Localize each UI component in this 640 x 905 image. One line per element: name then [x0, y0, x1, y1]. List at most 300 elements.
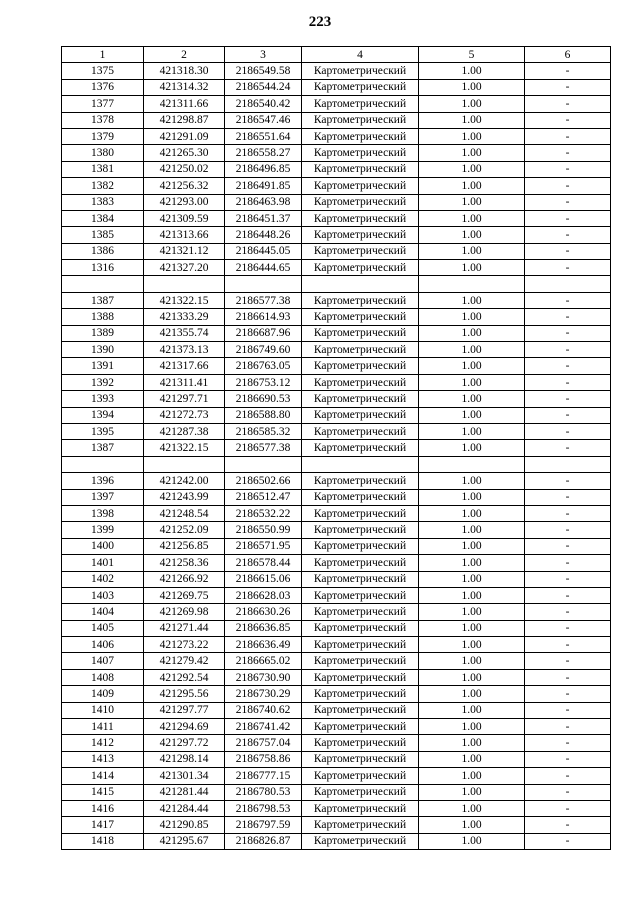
note-cell: -	[525, 342, 611, 358]
note-cell: -	[525, 358, 611, 374]
point-number-cell: 1387	[62, 292, 144, 308]
table-row	[62, 325, 611, 341]
x-coordinate-cell: 421284.44	[144, 800, 225, 816]
y-coordinate-cell: 2186532.22	[225, 505, 302, 521]
accuracy-cell: 1.00	[419, 260, 525, 276]
table-row	[62, 587, 611, 603]
method-cell: Картометрический	[302, 817, 419, 833]
accuracy-cell: 1.00	[419, 63, 525, 79]
point-number-cell: 1375	[62, 63, 144, 79]
note-cell: -	[525, 161, 611, 177]
accuracy-cell: 1.00	[419, 800, 525, 816]
method-cell: Картометрический	[302, 440, 419, 456]
table-row	[62, 63, 611, 79]
x-coordinate-cell: 421273.22	[144, 637, 225, 653]
x-coordinate-cell	[144, 276, 225, 292]
accuracy-cell: 1.00	[419, 325, 525, 341]
x-coordinate-cell: 421287.38	[144, 423, 225, 439]
point-number-cell: 1380	[62, 145, 144, 161]
accuracy-cell: 1.00	[419, 522, 525, 538]
method-cell: Картометрический	[302, 178, 419, 194]
y-coordinate-cell: 2186444.65	[225, 260, 302, 276]
x-coordinate-cell: 421279.42	[144, 653, 225, 669]
note-cell: -	[525, 751, 611, 767]
method-cell: Картометрический	[302, 555, 419, 571]
note-cell: -	[525, 325, 611, 341]
table-row	[62, 522, 611, 538]
x-coordinate-cell: 421311.66	[144, 96, 225, 112]
accuracy-cell: 1.00	[419, 374, 525, 390]
method-cell: Картометрический	[302, 702, 419, 718]
point-number-cell: 1385	[62, 227, 144, 243]
y-coordinate-cell: 2186445.05	[225, 243, 302, 259]
y-coordinate-cell: 2186588.80	[225, 407, 302, 423]
note-cell	[525, 456, 611, 472]
y-coordinate-cell: 2186544.24	[225, 79, 302, 95]
table-row	[62, 538, 611, 554]
y-coordinate-cell: 2186749.60	[225, 342, 302, 358]
point-number-cell: 1415	[62, 784, 144, 800]
x-coordinate-cell: 421318.30	[144, 63, 225, 79]
point-number-cell: 1384	[62, 210, 144, 226]
table-separator-row	[62, 276, 611, 292]
accuracy-cell: 1.00	[419, 391, 525, 407]
x-coordinate-cell: 421290.85	[144, 817, 225, 833]
point-number-cell: 1418	[62, 833, 144, 849]
y-coordinate-cell: 2186571.95	[225, 538, 302, 554]
method-cell: Картометрический	[302, 833, 419, 849]
method-cell: Картометрический	[302, 751, 419, 767]
accuracy-cell: 1.00	[419, 243, 525, 259]
note-cell: -	[525, 669, 611, 685]
accuracy-cell: 1.00	[419, 768, 525, 784]
note-cell	[525, 276, 611, 292]
table-row	[62, 194, 611, 210]
point-number-cell: 1414	[62, 768, 144, 784]
point-number-cell: 1416	[62, 800, 144, 816]
y-coordinate-cell: 2186463.98	[225, 194, 302, 210]
point-number-cell	[62, 276, 144, 292]
point-number-cell: 1398	[62, 505, 144, 521]
note-cell: -	[525, 571, 611, 587]
accuracy-cell: 1.00	[419, 833, 525, 849]
point-number-cell	[62, 456, 144, 472]
note-cell: -	[525, 637, 611, 653]
note-cell: -	[525, 604, 611, 620]
table-row	[62, 784, 611, 800]
method-cell: Картометрический	[302, 63, 419, 79]
page-number: 223	[308, 14, 332, 30]
x-coordinate-cell: 421272.73	[144, 407, 225, 423]
y-coordinate-cell: 2186740.62	[225, 702, 302, 718]
accuracy-cell	[419, 276, 525, 292]
x-coordinate-cell: 421266.92	[144, 571, 225, 587]
x-coordinate-cell: 421250.02	[144, 161, 225, 177]
method-cell	[302, 456, 419, 472]
x-coordinate-cell: 421295.67	[144, 833, 225, 849]
column-header: 6	[525, 47, 611, 63]
y-coordinate-cell: 2186615.06	[225, 571, 302, 587]
table-row	[62, 342, 611, 358]
accuracy-cell: 1.00	[419, 817, 525, 833]
point-number-cell: 1404	[62, 604, 144, 620]
note-cell: -	[525, 194, 611, 210]
table-row	[62, 800, 611, 816]
note-cell: -	[525, 735, 611, 751]
point-number-cell: 1400	[62, 538, 144, 554]
table-row	[62, 292, 611, 308]
table-row	[62, 374, 611, 390]
accuracy-cell: 1.00	[419, 571, 525, 587]
accuracy-cell: 1.00	[419, 784, 525, 800]
accuracy-cell: 1.00	[419, 440, 525, 456]
table-row	[62, 145, 611, 161]
x-coordinate-cell: 421301.34	[144, 768, 225, 784]
method-cell: Картометрический	[302, 505, 419, 521]
note-cell: -	[525, 587, 611, 603]
x-coordinate-cell: 421298.14	[144, 751, 225, 767]
note-cell: -	[525, 653, 611, 669]
column-header: 2	[144, 47, 225, 63]
note-cell: -	[525, 227, 611, 243]
table-row	[62, 620, 611, 636]
method-cell: Картометрический	[302, 260, 419, 276]
point-number-cell: 1379	[62, 128, 144, 144]
x-coordinate-cell: 421321.12	[144, 243, 225, 259]
y-coordinate-cell: 2186757.04	[225, 735, 302, 751]
method-cell: Картометрический	[302, 604, 419, 620]
table-row	[62, 128, 611, 144]
y-coordinate-cell: 2186558.27	[225, 145, 302, 161]
x-coordinate-cell: 421269.75	[144, 587, 225, 603]
y-coordinate-cell: 2186628.03	[225, 587, 302, 603]
method-cell: Картометрический	[302, 637, 419, 653]
method-cell: Картометрический	[302, 686, 419, 702]
y-coordinate-cell: 2186780.53	[225, 784, 302, 800]
x-coordinate-cell: 421295.56	[144, 686, 225, 702]
point-number-cell: 1388	[62, 309, 144, 325]
x-coordinate-cell: 421355.74	[144, 325, 225, 341]
table-row	[62, 358, 611, 374]
method-cell: Картометрический	[302, 489, 419, 505]
x-coordinate-cell: 421248.54	[144, 505, 225, 521]
point-number-cell: 1387	[62, 440, 144, 456]
y-coordinate-cell: 2186665.02	[225, 653, 302, 669]
x-coordinate-cell: 421265.30	[144, 145, 225, 161]
table-row	[62, 227, 611, 243]
accuracy-cell: 1.00	[419, 194, 525, 210]
method-cell: Картометрический	[302, 194, 419, 210]
note-cell: -	[525, 800, 611, 816]
accuracy-cell: 1.00	[419, 79, 525, 95]
table-row	[62, 161, 611, 177]
x-coordinate-cell: 421311.41	[144, 374, 225, 390]
y-coordinate-cell: 2186636.49	[225, 637, 302, 653]
point-number-cell: 1408	[62, 669, 144, 685]
point-number-cell: 1394	[62, 407, 144, 423]
x-coordinate-cell: 421256.85	[144, 538, 225, 554]
table-body	[62, 47, 611, 850]
method-cell	[302, 276, 419, 292]
y-coordinate-cell: 2186798.53	[225, 800, 302, 816]
y-coordinate-cell: 2186687.96	[225, 325, 302, 341]
method-cell: Картометрический	[302, 571, 419, 587]
y-coordinate-cell: 2186797.59	[225, 817, 302, 833]
accuracy-cell: 1.00	[419, 309, 525, 325]
point-number-cell: 1376	[62, 79, 144, 95]
point-number-cell: 1382	[62, 178, 144, 194]
x-coordinate-cell: 421243.99	[144, 489, 225, 505]
y-coordinate-cell: 2186491.85	[225, 178, 302, 194]
x-coordinate-cell: 421252.09	[144, 522, 225, 538]
note-cell: -	[525, 112, 611, 128]
method-cell: Картометрический	[302, 784, 419, 800]
x-coordinate-cell: 421294.69	[144, 719, 225, 735]
method-cell: Картометрический	[302, 587, 419, 603]
point-number-cell: 1399	[62, 522, 144, 538]
table-row	[62, 604, 611, 620]
table-row	[62, 112, 611, 128]
y-coordinate-cell: 2186758.86	[225, 751, 302, 767]
x-coordinate-cell: 421297.77	[144, 702, 225, 718]
method-cell: Картометрический	[302, 800, 419, 816]
point-number-cell: 1403	[62, 587, 144, 603]
y-coordinate-cell: 2186577.38	[225, 440, 302, 456]
method-cell: Картометрический	[302, 309, 419, 325]
y-coordinate-cell: 2186636.85	[225, 620, 302, 636]
y-coordinate-cell	[225, 456, 302, 472]
x-coordinate-cell	[144, 456, 225, 472]
note-cell: -	[525, 374, 611, 390]
x-coordinate-cell: 421327.20	[144, 260, 225, 276]
coordinates-table	[61, 46, 611, 850]
method-cell: Картометрический	[302, 473, 419, 489]
method-cell: Картометрический	[302, 342, 419, 358]
method-cell: Картометрический	[302, 210, 419, 226]
y-coordinate-cell: 2186826.87	[225, 833, 302, 849]
x-coordinate-cell: 421297.72	[144, 735, 225, 751]
note-cell: -	[525, 620, 611, 636]
y-coordinate-cell: 2186502.66	[225, 473, 302, 489]
y-coordinate-cell: 2186585.32	[225, 423, 302, 439]
y-coordinate-cell: 2186763.05	[225, 358, 302, 374]
x-coordinate-cell: 421281.44	[144, 784, 225, 800]
y-coordinate-cell: 2186551.64	[225, 128, 302, 144]
note-cell: -	[525, 309, 611, 325]
accuracy-cell: 1.00	[419, 407, 525, 423]
method-cell: Картометрический	[302, 128, 419, 144]
method-cell: Картометрический	[302, 653, 419, 669]
note-cell: -	[525, 817, 611, 833]
column-header: 5	[419, 47, 525, 63]
table-row	[62, 555, 611, 571]
note-cell: -	[525, 210, 611, 226]
accuracy-cell: 1.00	[419, 653, 525, 669]
method-cell: Картометрический	[302, 161, 419, 177]
accuracy-cell: 1.00	[419, 538, 525, 554]
note-cell: -	[525, 178, 611, 194]
table-row	[62, 637, 611, 653]
note-cell: -	[525, 423, 611, 439]
point-number-cell: 1406	[62, 637, 144, 653]
method-cell: Картометрический	[302, 292, 419, 308]
table-row	[62, 505, 611, 521]
note-cell: -	[525, 243, 611, 259]
point-number-cell: 1392	[62, 374, 144, 390]
x-coordinate-cell: 421258.36	[144, 555, 225, 571]
point-number-cell: 1396	[62, 473, 144, 489]
accuracy-cell: 1.00	[419, 702, 525, 718]
x-coordinate-cell: 421269.98	[144, 604, 225, 620]
note-cell: -	[525, 128, 611, 144]
method-cell: Картометрический	[302, 719, 419, 735]
accuracy-cell	[419, 456, 525, 472]
accuracy-cell: 1.00	[419, 342, 525, 358]
note-cell: -	[525, 473, 611, 489]
x-coordinate-cell: 421293.00	[144, 194, 225, 210]
y-coordinate-cell: 2186549.58	[225, 63, 302, 79]
y-coordinate-cell: 2186451.37	[225, 210, 302, 226]
x-coordinate-cell: 421322.15	[144, 440, 225, 456]
x-coordinate-cell: 421373.13	[144, 342, 225, 358]
accuracy-cell: 1.00	[419, 112, 525, 128]
table-row	[62, 571, 611, 587]
note-cell: -	[525, 768, 611, 784]
point-number-cell: 1407	[62, 653, 144, 669]
accuracy-cell: 1.00	[419, 145, 525, 161]
note-cell: -	[525, 440, 611, 456]
table-row	[62, 79, 611, 95]
accuracy-cell: 1.00	[419, 292, 525, 308]
table-separator-row	[62, 456, 611, 472]
table-row	[62, 751, 611, 767]
note-cell: -	[525, 538, 611, 554]
note-cell: -	[525, 79, 611, 95]
table-row	[62, 243, 611, 259]
note-cell: -	[525, 260, 611, 276]
x-coordinate-cell: 421314.32	[144, 79, 225, 95]
method-cell: Картометрический	[302, 768, 419, 784]
table-row	[62, 669, 611, 685]
point-number-cell: 1389	[62, 325, 144, 341]
table-row	[62, 489, 611, 505]
y-coordinate-cell: 2186630.26	[225, 604, 302, 620]
note-cell: -	[525, 833, 611, 849]
method-cell: Картометрический	[302, 407, 419, 423]
point-number-cell: 1402	[62, 571, 144, 587]
note-cell: -	[525, 522, 611, 538]
y-coordinate-cell: 2186730.29	[225, 686, 302, 702]
point-number-cell: 1417	[62, 817, 144, 833]
y-coordinate-cell: 2186577.38	[225, 292, 302, 308]
accuracy-cell: 1.00	[419, 161, 525, 177]
y-coordinate-cell: 2186496.85	[225, 161, 302, 177]
x-coordinate-cell: 421291.09	[144, 128, 225, 144]
method-cell: Картометрический	[302, 391, 419, 407]
method-cell: Картометрический	[302, 669, 419, 685]
column-header: 4	[302, 47, 419, 63]
method-cell: Картометрический	[302, 735, 419, 751]
method-cell: Картометрический	[302, 374, 419, 390]
accuracy-cell: 1.00	[419, 555, 525, 571]
table-row	[62, 719, 611, 735]
column-header: 1	[62, 47, 144, 63]
table-row	[62, 210, 611, 226]
accuracy-cell: 1.00	[419, 227, 525, 243]
x-coordinate-cell: 421242.00	[144, 473, 225, 489]
method-cell: Картометрический	[302, 522, 419, 538]
note-cell: -	[525, 719, 611, 735]
method-cell: Картометрический	[302, 620, 419, 636]
x-coordinate-cell: 421309.59	[144, 210, 225, 226]
accuracy-cell: 1.00	[419, 178, 525, 194]
method-cell: Картометрический	[302, 96, 419, 112]
accuracy-cell: 1.00	[419, 620, 525, 636]
point-number-cell: 1390	[62, 342, 144, 358]
table-row	[62, 96, 611, 112]
point-number-cell: 1386	[62, 243, 144, 259]
method-cell: Картометрический	[302, 423, 419, 439]
y-coordinate-cell: 2186550.99	[225, 522, 302, 538]
accuracy-cell: 1.00	[419, 489, 525, 505]
accuracy-cell: 1.00	[419, 751, 525, 767]
note-cell: -	[525, 686, 611, 702]
x-coordinate-cell: 421333.29	[144, 309, 225, 325]
table-row	[62, 473, 611, 489]
method-cell: Картометрический	[302, 112, 419, 128]
y-coordinate-cell: 2186730.90	[225, 669, 302, 685]
table-row	[62, 817, 611, 833]
accuracy-cell: 1.00	[419, 128, 525, 144]
y-coordinate-cell: 2186512.47	[225, 489, 302, 505]
point-number-cell: 1381	[62, 161, 144, 177]
note-cell: -	[525, 145, 611, 161]
accuracy-cell: 1.00	[419, 735, 525, 751]
y-coordinate-cell: 2186578.44	[225, 555, 302, 571]
table-row	[62, 260, 611, 276]
x-coordinate-cell: 421271.44	[144, 620, 225, 636]
table-header-row	[62, 47, 611, 63]
note-cell: -	[525, 407, 611, 423]
y-coordinate-cell: 2186753.12	[225, 374, 302, 390]
x-coordinate-cell: 421298.87	[144, 112, 225, 128]
column-header: 3	[225, 47, 302, 63]
table-row	[62, 407, 611, 423]
accuracy-cell: 1.00	[419, 423, 525, 439]
accuracy-cell: 1.00	[419, 719, 525, 735]
note-cell: -	[525, 505, 611, 521]
table-row	[62, 768, 611, 784]
point-number-cell: 1405	[62, 620, 144, 636]
accuracy-cell: 1.00	[419, 686, 525, 702]
note-cell: -	[525, 292, 611, 308]
accuracy-cell: 1.00	[419, 669, 525, 685]
point-number-cell: 1412	[62, 735, 144, 751]
point-number-cell: 1410	[62, 702, 144, 718]
x-coordinate-cell: 421256.32	[144, 178, 225, 194]
y-coordinate-cell: 2186690.53	[225, 391, 302, 407]
method-cell: Картометрический	[302, 145, 419, 161]
table-row	[62, 735, 611, 751]
table-row	[62, 391, 611, 407]
accuracy-cell: 1.00	[419, 210, 525, 226]
accuracy-cell: 1.00	[419, 473, 525, 489]
accuracy-cell: 1.00	[419, 96, 525, 112]
table-row	[62, 309, 611, 325]
point-number-cell: 1395	[62, 423, 144, 439]
note-cell: -	[525, 784, 611, 800]
y-coordinate-cell: 2186540.42	[225, 96, 302, 112]
